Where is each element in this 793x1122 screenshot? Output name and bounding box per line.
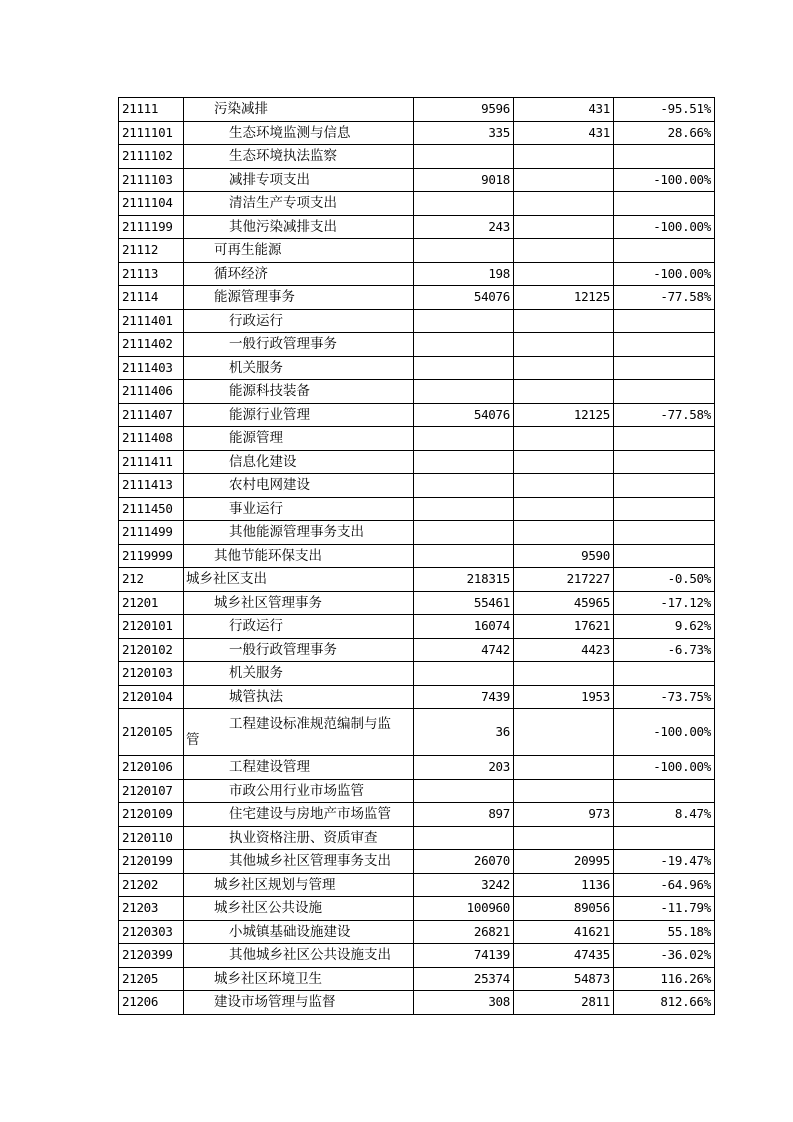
current-amount-cell: 89056 [514,897,614,921]
current-amount-cell: 17621 [514,615,614,639]
item-name-cell: 其他污染减排支出 [184,215,414,239]
item-code-cell: 2111104 [119,192,184,216]
prior-amount-cell [414,544,514,568]
item-code-cell: 21203 [119,897,184,921]
item-code-cell: 2111411 [119,450,184,474]
prior-amount-cell: 198 [414,262,514,286]
item-name-cell [184,709,414,756]
item-name-cell: 可再生能源 [184,239,414,263]
prior-amount-cell [414,239,514,263]
item-code-cell: 2111499 [119,521,184,545]
prior-amount-cell [414,309,514,333]
item-code-cell: 2111103 [119,168,184,192]
item-code-cell: 2111402 [119,333,184,357]
change-percent-cell: 9.62% [614,615,715,639]
current-amount-cell [514,145,614,169]
current-amount-cell: 20995 [514,850,614,874]
table-row [119,568,715,592]
change-percent-cell: -19.47% [614,850,715,874]
change-percent-cell [614,779,715,803]
prior-amount-cell [414,333,514,357]
item-code-cell: 21112 [119,239,184,263]
change-percent-cell: -100.00% [614,168,715,192]
item-code-cell: 2120107 [119,779,184,803]
item-name-cell: 城乡社区公共设施 [184,897,414,921]
change-percent-cell: -6.73% [614,638,715,662]
change-percent-cell [614,333,715,357]
change-percent-cell: -100.00% [614,756,715,780]
current-amount-cell: 4423 [514,638,614,662]
change-percent-cell [614,544,715,568]
change-percent-cell [614,662,715,686]
change-percent-cell: -77.58% [614,286,715,310]
current-amount-cell [514,826,614,850]
current-amount-cell [514,309,614,333]
table-row [119,286,715,310]
item-code-cell: 2120101 [119,615,184,639]
item-name-cell: 生态环境监测与信息 [184,121,414,145]
prior-amount-cell: 25374 [414,967,514,991]
change-percent-cell: -17.12% [614,591,715,615]
table-row [119,145,715,169]
item-name-cell: 能源科技装备 [184,380,414,404]
table-row [119,474,715,498]
prior-amount-cell: 9596 [414,98,514,122]
item-name-cell: 生态环境执法监察 [184,145,414,169]
current-amount-cell: 1953 [514,685,614,709]
item-name-cell: 其他能源管理事务支出 [184,521,414,545]
current-amount-cell [514,192,614,216]
change-percent-cell: -36.02% [614,944,715,968]
current-amount-cell [514,380,614,404]
change-percent-cell: 812.66% [614,991,715,1015]
item-name-cell: 事业运行 [184,497,414,521]
change-percent-cell [614,309,715,333]
item-code-cell: 2120102 [119,638,184,662]
change-percent-cell: 8.47% [614,803,715,827]
current-amount-cell: 41621 [514,920,614,944]
prior-amount-cell: 26821 [414,920,514,944]
item-name-cell: 能源行业管理 [184,403,414,427]
current-amount-cell: 2811 [514,991,614,1015]
prior-amount-cell [414,427,514,451]
prior-amount-cell [414,380,514,404]
prior-amount-cell: 335 [414,121,514,145]
prior-amount-cell [414,826,514,850]
table-row [119,98,715,122]
item-name-cell: 住宅建设与房地产市场监管 [184,803,414,827]
item-name-cell: 城乡社区管理事务 [184,591,414,615]
table-row [119,192,715,216]
item-name-cell: 其他城乡社区管理事务支出 [184,850,414,874]
current-amount-cell: 431 [514,121,614,145]
table-row [119,803,715,827]
item-name-cell: 市政公用行业市场监管 [184,779,414,803]
change-percent-cell: 28.66% [614,121,715,145]
current-amount-cell: 1136 [514,873,614,897]
item-name-cell: 行政运行 [184,309,414,333]
change-percent-cell [614,192,715,216]
change-percent-cell [614,826,715,850]
change-percent-cell [614,145,715,169]
change-percent-cell [614,474,715,498]
prior-amount-cell: 3242 [414,873,514,897]
table-row [119,662,715,686]
item-name-cell: 城乡社区规划与管理 [184,873,414,897]
item-code-cell: 2120110 [119,826,184,850]
table-row [119,591,715,615]
item-code-cell: 2120199 [119,850,184,874]
prior-amount-cell: 54076 [414,403,514,427]
current-amount-cell [514,497,614,521]
item-name-cell: 一般行政管理事务 [184,333,414,357]
change-percent-cell: -0.50% [614,568,715,592]
table-row [119,897,715,921]
change-percent-cell: 116.26% [614,967,715,991]
table-row [119,615,715,639]
current-amount-cell [514,474,614,498]
prior-amount-cell: 16074 [414,615,514,639]
table-row [119,168,715,192]
item-name-cell: 小城镇基础设施建设 [184,920,414,944]
item-code-cell: 21205 [119,967,184,991]
current-amount-cell: 973 [514,803,614,827]
prior-amount-cell [414,521,514,545]
prior-amount-cell [414,450,514,474]
item-code-cell: 2120105 [119,709,184,756]
prior-amount-cell [414,779,514,803]
item-name-cell: 机关服务 [184,662,414,686]
item-name-cell: 其他节能环保支出 [184,544,414,568]
table-row [119,850,715,874]
item-code-cell: 2111401 [119,309,184,333]
item-name-cell: 城乡社区支出 [184,568,414,592]
table-row [119,779,715,803]
table-row [119,638,715,662]
change-percent-cell [614,497,715,521]
table-row [119,709,715,756]
prior-amount-cell: 36 [414,709,514,756]
item-code-cell: 2111101 [119,121,184,145]
prior-amount-cell: 218315 [414,568,514,592]
item-name-line-2: 管 [186,732,200,748]
item-name-cell: 城乡社区环境卫生 [184,967,414,991]
current-amount-cell [514,756,614,780]
current-amount-cell [514,427,614,451]
current-amount-cell [514,779,614,803]
current-amount-cell [514,450,614,474]
item-code-cell: 2120303 [119,920,184,944]
prior-amount-cell: 4742 [414,638,514,662]
item-code-cell: 2120104 [119,685,184,709]
table-row [119,685,715,709]
item-name-cell: 机关服务 [184,356,414,380]
item-name-cell: 污染减排 [184,98,414,122]
item-code-cell: 21113 [119,262,184,286]
change-percent-cell: -100.00% [614,709,715,756]
prior-amount-cell [414,474,514,498]
item-name-cell: 城管执法 [184,685,414,709]
table-row [119,239,715,263]
item-code-cell: 2120399 [119,944,184,968]
table-row [119,944,715,968]
table-row [119,497,715,521]
current-amount-cell: 12125 [514,403,614,427]
item-code-cell: 2111413 [119,474,184,498]
table-row [119,121,715,145]
change-percent-cell: -100.00% [614,215,715,239]
table-row [119,380,715,404]
change-percent-cell: 55.18% [614,920,715,944]
item-name-cell: 减排专项支出 [184,168,414,192]
table-row [119,215,715,239]
item-name-cell: 建设市场管理与监督 [184,991,414,1015]
item-code-cell: 2111407 [119,403,184,427]
prior-amount-cell [414,497,514,521]
item-code-cell: 212 [119,568,184,592]
change-percent-cell: -95.51% [614,98,715,122]
item-code-cell: 21201 [119,591,184,615]
item-name-cell: 工程建设管理 [184,756,414,780]
item-name-cell: 农村电网建设 [184,474,414,498]
prior-amount-cell [414,192,514,216]
table-row [119,544,715,568]
item-name-line-1: 工程建设标准规范编制与监 [229,716,391,732]
table-row [119,450,715,474]
prior-amount-cell: 897 [414,803,514,827]
current-amount-cell [514,521,614,545]
prior-amount-cell [414,145,514,169]
item-code-cell: 21111 [119,98,184,122]
item-name-cell: 行政运行 [184,615,414,639]
change-percent-cell [614,380,715,404]
table-row [119,873,715,897]
item-name-cell: 一般行政管理事务 [184,638,414,662]
change-percent-cell [614,427,715,451]
prior-amount-cell: 9018 [414,168,514,192]
item-code-cell: 2111403 [119,356,184,380]
table-row [119,333,715,357]
change-percent-cell: -64.96% [614,873,715,897]
current-amount-cell: 9590 [514,544,614,568]
change-percent-cell: -77.58% [614,403,715,427]
table-row [119,356,715,380]
item-code-cell: 2111408 [119,427,184,451]
table-row [119,427,715,451]
item-name-cell: 执业资格注册、资质审查 [184,826,414,850]
budget-table-body [119,98,715,1015]
prior-amount-cell: 55461 [414,591,514,615]
item-code-cell: 21206 [119,991,184,1015]
current-amount-cell [514,662,614,686]
table-row [119,262,715,286]
item-code-cell: 2120106 [119,756,184,780]
item-code-cell: 2120109 [119,803,184,827]
table-row [119,967,715,991]
current-amount-cell [514,168,614,192]
prior-amount-cell: 54076 [414,286,514,310]
prior-amount-cell: 7439 [414,685,514,709]
table-row [119,403,715,427]
current-amount-cell: 54873 [514,967,614,991]
prior-amount-cell: 100960 [414,897,514,921]
budget-table [118,97,715,1015]
table-row [119,826,715,850]
item-name-cell: 清洁生产专项支出 [184,192,414,216]
item-name-cell: 其他城乡社区公共设施支出 [184,944,414,968]
current-amount-cell: 12125 [514,286,614,310]
table-row [119,309,715,333]
change-percent-cell [614,356,715,380]
prior-amount-cell: 308 [414,991,514,1015]
prior-amount-cell: 26070 [414,850,514,874]
item-code-cell: 2119999 [119,544,184,568]
current-amount-cell [514,333,614,357]
table-row [119,920,715,944]
item-code-cell: 2120103 [119,662,184,686]
prior-amount-cell [414,662,514,686]
prior-amount-cell: 243 [414,215,514,239]
current-amount-cell: 47435 [514,944,614,968]
table-row [119,521,715,545]
item-name-cell: 能源管理事务 [184,286,414,310]
item-code-cell: 21114 [119,286,184,310]
change-percent-cell [614,239,715,263]
change-percent-cell: -11.79% [614,897,715,921]
current-amount-cell [514,215,614,239]
change-percent-cell [614,521,715,545]
prior-amount-cell [414,356,514,380]
current-amount-cell [514,239,614,263]
table-row [119,756,715,780]
current-amount-cell [514,356,614,380]
change-percent-cell [614,450,715,474]
current-amount-cell [514,709,614,756]
item-code-cell: 21202 [119,873,184,897]
current-amount-cell: 217227 [514,568,614,592]
item-name-cell: 信息化建设 [184,450,414,474]
prior-amount-cell: 203 [414,756,514,780]
change-percent-cell: -100.00% [614,262,715,286]
item-name-cell: 循环经济 [184,262,414,286]
prior-amount-cell: 74139 [414,944,514,968]
table-row [119,991,715,1015]
current-amount-cell: 431 [514,98,614,122]
item-code-cell: 2111102 [119,145,184,169]
item-code-cell: 2111199 [119,215,184,239]
item-name-cell: 能源管理 [184,427,414,451]
item-code-cell: 2111406 [119,380,184,404]
item-code-cell: 2111450 [119,497,184,521]
current-amount-cell: 45965 [514,591,614,615]
current-amount-cell [514,262,614,286]
change-percent-cell: -73.75% [614,685,715,709]
